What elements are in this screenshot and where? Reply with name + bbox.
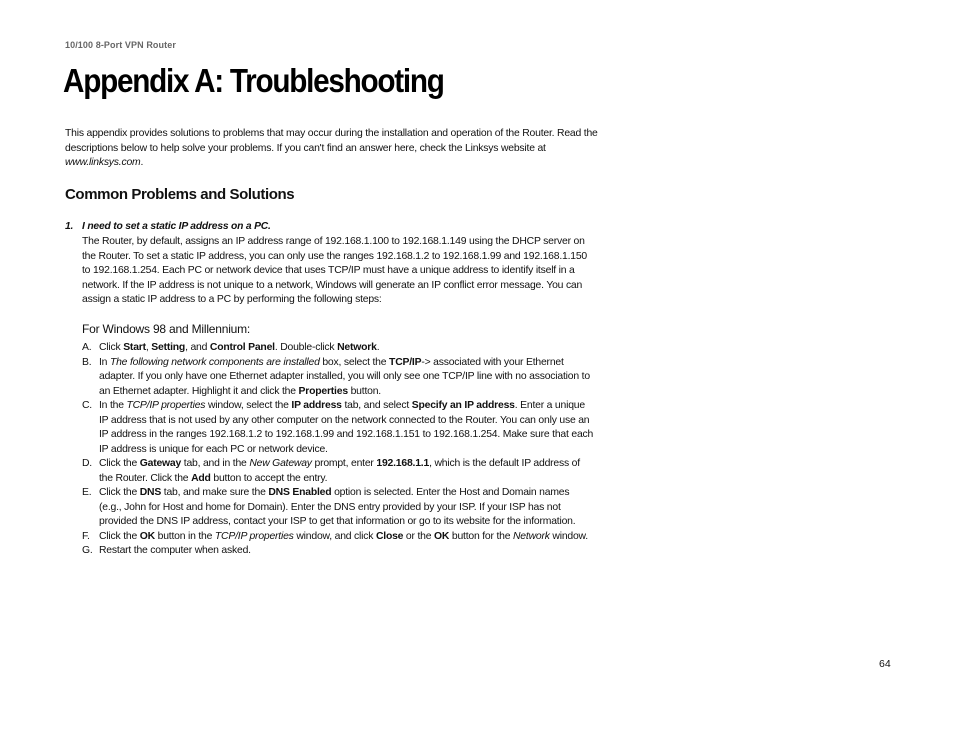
question-title xyxy=(65,221,271,232)
step-text-run: Click the xyxy=(99,530,140,542)
step-emphasis-italic: Network xyxy=(513,530,550,542)
intro-text: This appendix provides solutions to problems that may occur during the installation and operation of the Router. Read the descriptions below to help solve your problems. If you can't find an answer here, check the Linksys website at xyxy=(65,128,598,154)
linksys-website-link[interactable]: www.linksys.com xyxy=(65,157,141,168)
step-text xyxy=(99,457,594,486)
step-text-run: Click the xyxy=(99,458,140,469)
step-emphasis-bold: Start xyxy=(123,342,146,353)
windows-heading: For Windows 98 and Millennium: xyxy=(82,322,251,336)
step-emphasis-bold: 192.168.1.1 xyxy=(376,458,430,469)
step-text xyxy=(99,399,594,457)
step-text-run: -> associated with your Ethernet adapter. If you only have one Ethernet adapter installed, you will only see one TCP/IP line with no association to an Ethernet adapter. Highlight it and click the xyxy=(99,356,590,397)
step-emphasis-bold: Network xyxy=(337,342,377,353)
section-title: Common Problems and Solutions xyxy=(65,186,295,203)
step-emphasis-bold: Setting xyxy=(151,342,186,353)
step-text-run: . Double-click xyxy=(274,342,338,353)
page-title: Appendix A: Troubleshooting xyxy=(63,62,444,99)
step-text xyxy=(99,356,594,400)
step-item xyxy=(82,399,594,457)
step-emphasis-bold: Add xyxy=(191,472,211,484)
step-text-run: , which is the default IP address of the Router. Click the xyxy=(99,458,580,484)
step-text xyxy=(99,341,594,356)
step-text-run: , xyxy=(145,342,152,353)
step-text-run: window, and click xyxy=(293,530,376,542)
step-emphasis-bold: IP address xyxy=(291,400,342,411)
step-text xyxy=(99,544,594,559)
question-number: 1. xyxy=(65,221,74,232)
step-text-run: Click xyxy=(99,342,124,353)
step-text-run: window, select the xyxy=(205,400,292,411)
step-item xyxy=(82,356,594,400)
step-label: F. xyxy=(82,530,90,542)
step-emphasis-bold: Gateway xyxy=(139,458,182,469)
step-item xyxy=(82,486,594,530)
running-header: 10/100 8-Port VPN Router xyxy=(65,40,176,50)
step-label: E. xyxy=(82,487,92,498)
step-emphasis-italic: TCP/IP properties xyxy=(214,530,294,542)
page-number: 64 xyxy=(879,658,891,670)
question-body: The Router, by default, assigns an IP address range of 192.168.1.100 to 192.168.1.149 using the DHCP server on the Router. To set a static IP address, you can only use the ranges 192.168.1.2 to 192.168.1.99 and 192.168.1.150 to 192.168.1.254. Each PC or network device that uses TCP/IP must have a unique address to identify itself in a network. If the IP address is not unique to a network, Windows will generate an IP conflict error message. You can assign a static IP address to a PC by performing the following steps: xyxy=(82,236,588,305)
step-text-run: option is selected. Enter the Host and Domain names (e.g., John for Host and home for Domain). Enter the DNS entry provided by your ISP. If your ISP has not provided the DNS IP address, contact your ISP to get that information or go to its website for the information. xyxy=(99,487,576,527)
step-emphasis-bold: DNS Enabled xyxy=(268,487,332,498)
step-emphasis-bold: OK xyxy=(139,530,155,542)
step-emphasis-bold: OK xyxy=(434,530,450,542)
step-item xyxy=(82,341,594,356)
step-text-run: button to accept the entry. xyxy=(210,472,328,484)
step-text-run: button in the xyxy=(154,530,215,542)
step-text xyxy=(99,530,594,545)
step-text xyxy=(99,486,594,530)
step-label: B. xyxy=(82,356,92,368)
step-text-run: Click the xyxy=(99,487,140,498)
step-text-run: window. xyxy=(549,530,588,542)
step-emphasis-bold: Specify an IP address xyxy=(411,400,515,411)
step-item xyxy=(82,544,594,559)
steps-list xyxy=(82,341,594,559)
step-text-run: button for the xyxy=(449,530,513,542)
step-label: C. xyxy=(82,400,92,411)
step-label: D. xyxy=(82,458,92,469)
step-text-run: box, select the xyxy=(319,356,390,368)
step-label: A. xyxy=(82,342,92,353)
step-item xyxy=(82,530,594,545)
step-text-run: In xyxy=(99,356,110,368)
question-text: I need to set a static IP address on a PC. xyxy=(82,221,271,232)
intro-paragraph xyxy=(65,127,625,171)
step-text-run: . xyxy=(376,342,380,353)
step-emphasis-bold: TCP/IP xyxy=(389,356,422,368)
step-text-run: In the xyxy=(99,400,127,411)
step-label: G. xyxy=(82,545,93,556)
step-text-run: . Enter a unique IP address that is not used by any other computer on the network connected to the Router. You can only use an IP address in the ranges 192.168.1.2 to 192.168.1.99 and 192.168.1.151 to 192.168.1.254. Make sure that each IP address is unique for each PC or network device. xyxy=(99,400,594,455)
step-text-run: tab, and in the xyxy=(181,458,250,469)
step-text-run: button. xyxy=(347,385,381,397)
step-text-run: tab, and make sure the xyxy=(161,487,269,498)
step-emphasis-bold: Properties xyxy=(298,385,348,397)
step-emphasis-italic: New Gateway xyxy=(249,458,312,469)
step-emphasis-bold: Close xyxy=(375,530,404,542)
step-emphasis-bold: Control Panel xyxy=(209,342,275,353)
step-emphasis-italic: The following network components are installed xyxy=(109,356,320,368)
step-text-run: or the xyxy=(403,530,434,542)
step-emphasis-bold: DNS xyxy=(139,487,162,498)
step-item xyxy=(82,457,594,486)
step-text-run: prompt, enter xyxy=(311,458,377,469)
intro-end: . xyxy=(140,157,144,168)
step-text-run: , and xyxy=(185,342,210,353)
step-text-run: tab, and select xyxy=(341,400,412,411)
step-emphasis-italic: TCP/IP properties xyxy=(126,400,206,411)
step-text-run: Restart the computer when asked. xyxy=(99,545,251,556)
